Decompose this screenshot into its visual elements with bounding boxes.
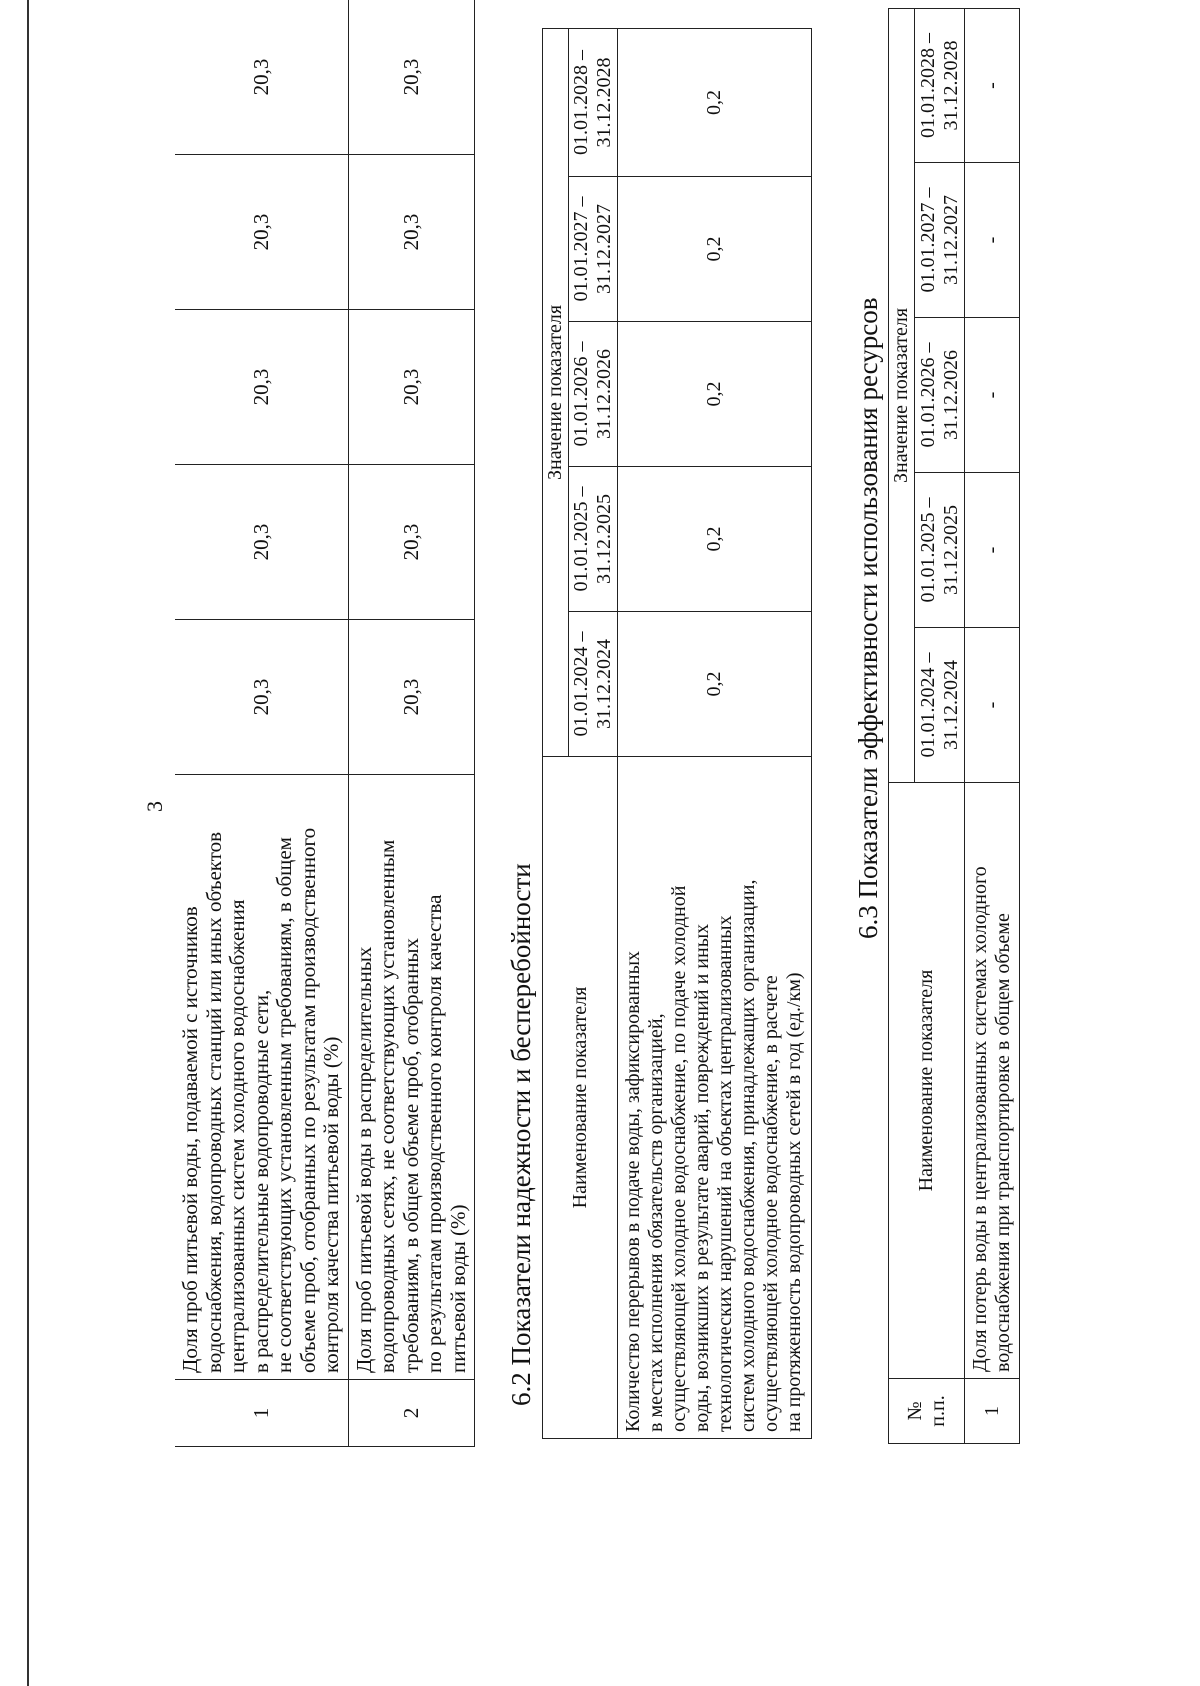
value-cell: - (965, 318, 1020, 473)
period-header: 01.01.2025 – 31.12.2025 (915, 473, 965, 628)
value-cell: 20,3 (348, 310, 475, 465)
page-number: 3 (142, 801, 167, 812)
section-6-2-caption: 6.2 Показатели надежности и бесперебойности (506, 863, 536, 1406)
period-header: 01.01.2028 – 31.12.2028 (915, 8, 965, 162)
value-cell: 20,3 (348, 465, 475, 620)
value-cell: 20,3 (348, 155, 475, 310)
value-cell: - (965, 8, 1020, 162)
period-header: 01.01.2024 – 31.12.2024 (569, 612, 618, 757)
row-number: 1 (175, 1380, 348, 1447)
section-6-3-caption: 6.3 Показатели эффективности использования ресурсов (853, 297, 883, 939)
period-header: 01.01.2027 – 31.12.2027 (915, 163, 965, 318)
resource-efficiency-table (888, 8, 1020, 1444)
row-number: 1 (965, 1379, 1020, 1444)
table-row (348, 0, 475, 1447)
table-row (965, 8, 1020, 1443)
value-cell: 0,2 (618, 612, 812, 757)
table-row (618, 28, 812, 1438)
value-cell: 20,3 (348, 0, 475, 155)
indicator-name: Доля потерь воды в централизованных системах холодного водоснабжения при транспортировке в общем объеме (965, 783, 1020, 1379)
value-cell: 20,3 (175, 465, 348, 620)
value-cell: - (965, 473, 1020, 628)
value-cell: 0,2 (618, 177, 812, 322)
period-header: 01.01.2025 – 31.12.2025 (569, 467, 618, 612)
number-column-header: № п.п. (889, 1379, 965, 1444)
row-number: 2 (348, 1380, 475, 1447)
name-column-header: Наименование показателя (543, 757, 618, 1439)
name-column-header: Наименование показателя (889, 783, 965, 1379)
value-cell: - (965, 628, 1020, 783)
value-cell: - (965, 163, 1020, 318)
period-header: 01.01.2026 – 31.12.2026 (569, 322, 618, 467)
table-row (175, 0, 348, 1447)
period-header: 01.01.2028 – 31.12.2028 (569, 28, 618, 176)
value-column-header: Значение показателя (543, 28, 569, 756)
value-cell: 20,3 (348, 620, 475, 775)
reliability-table (542, 28, 812, 1439)
value-cell: 20,3 (175, 155, 348, 310)
table-header-row (543, 28, 569, 1438)
period-header: 01.01.2024 – 31.12.2024 (915, 628, 965, 783)
value-cell: 20,3 (175, 310, 348, 465)
table-header-row (889, 8, 915, 1443)
indicator-name: Доля проб питьевой воды в распределительных водопроводных сетях, не соответствующих установленным требованиям, в общем объеме проб, отобранных по результатам производственного контроля качества питьевой воды (%) (348, 775, 475, 1380)
indicator-name: Доля проб питьевой воды, подаваемой с источников водоснабжения, водопроводных станций или иных объектов централизованных систем холодного водоснабжения в распределительные водопроводные сети, не соответствующих установленным требованиям, в общем объеме проб, отобранных по результатам производственного контроля качества питьевой воды (%) (175, 775, 348, 1380)
water-quality-table (175, 0, 475, 1447)
value-cell: 0,2 (618, 467, 812, 612)
value-cell: 0,2 (618, 28, 812, 176)
indicator-name: Количество перерывов в подаче воды, зафиксированных в местах исполнения обязательств организацией, осуществляющей холодное водоснабжение, по подаче холодной воды, возникших в результате аварий, повреждений и иных технологических нарушений на объектах централизованных систем холодного водоснабжения, принадлежащих организации, осуществляющей холодное водоснабжение, в расчете на протяженность водопроводных сетей в год (ед./км) (618, 757, 812, 1439)
value-cell: 20,3 (175, 620, 348, 775)
value-cell: 0,2 (618, 322, 812, 467)
value-column-header: Значение показателя (889, 8, 915, 782)
period-header: 01.01.2026 – 31.12.2026 (915, 318, 965, 473)
period-header: 01.01.2027 – 31.12.2027 (569, 177, 618, 322)
value-cell: 20,3 (175, 0, 348, 155)
